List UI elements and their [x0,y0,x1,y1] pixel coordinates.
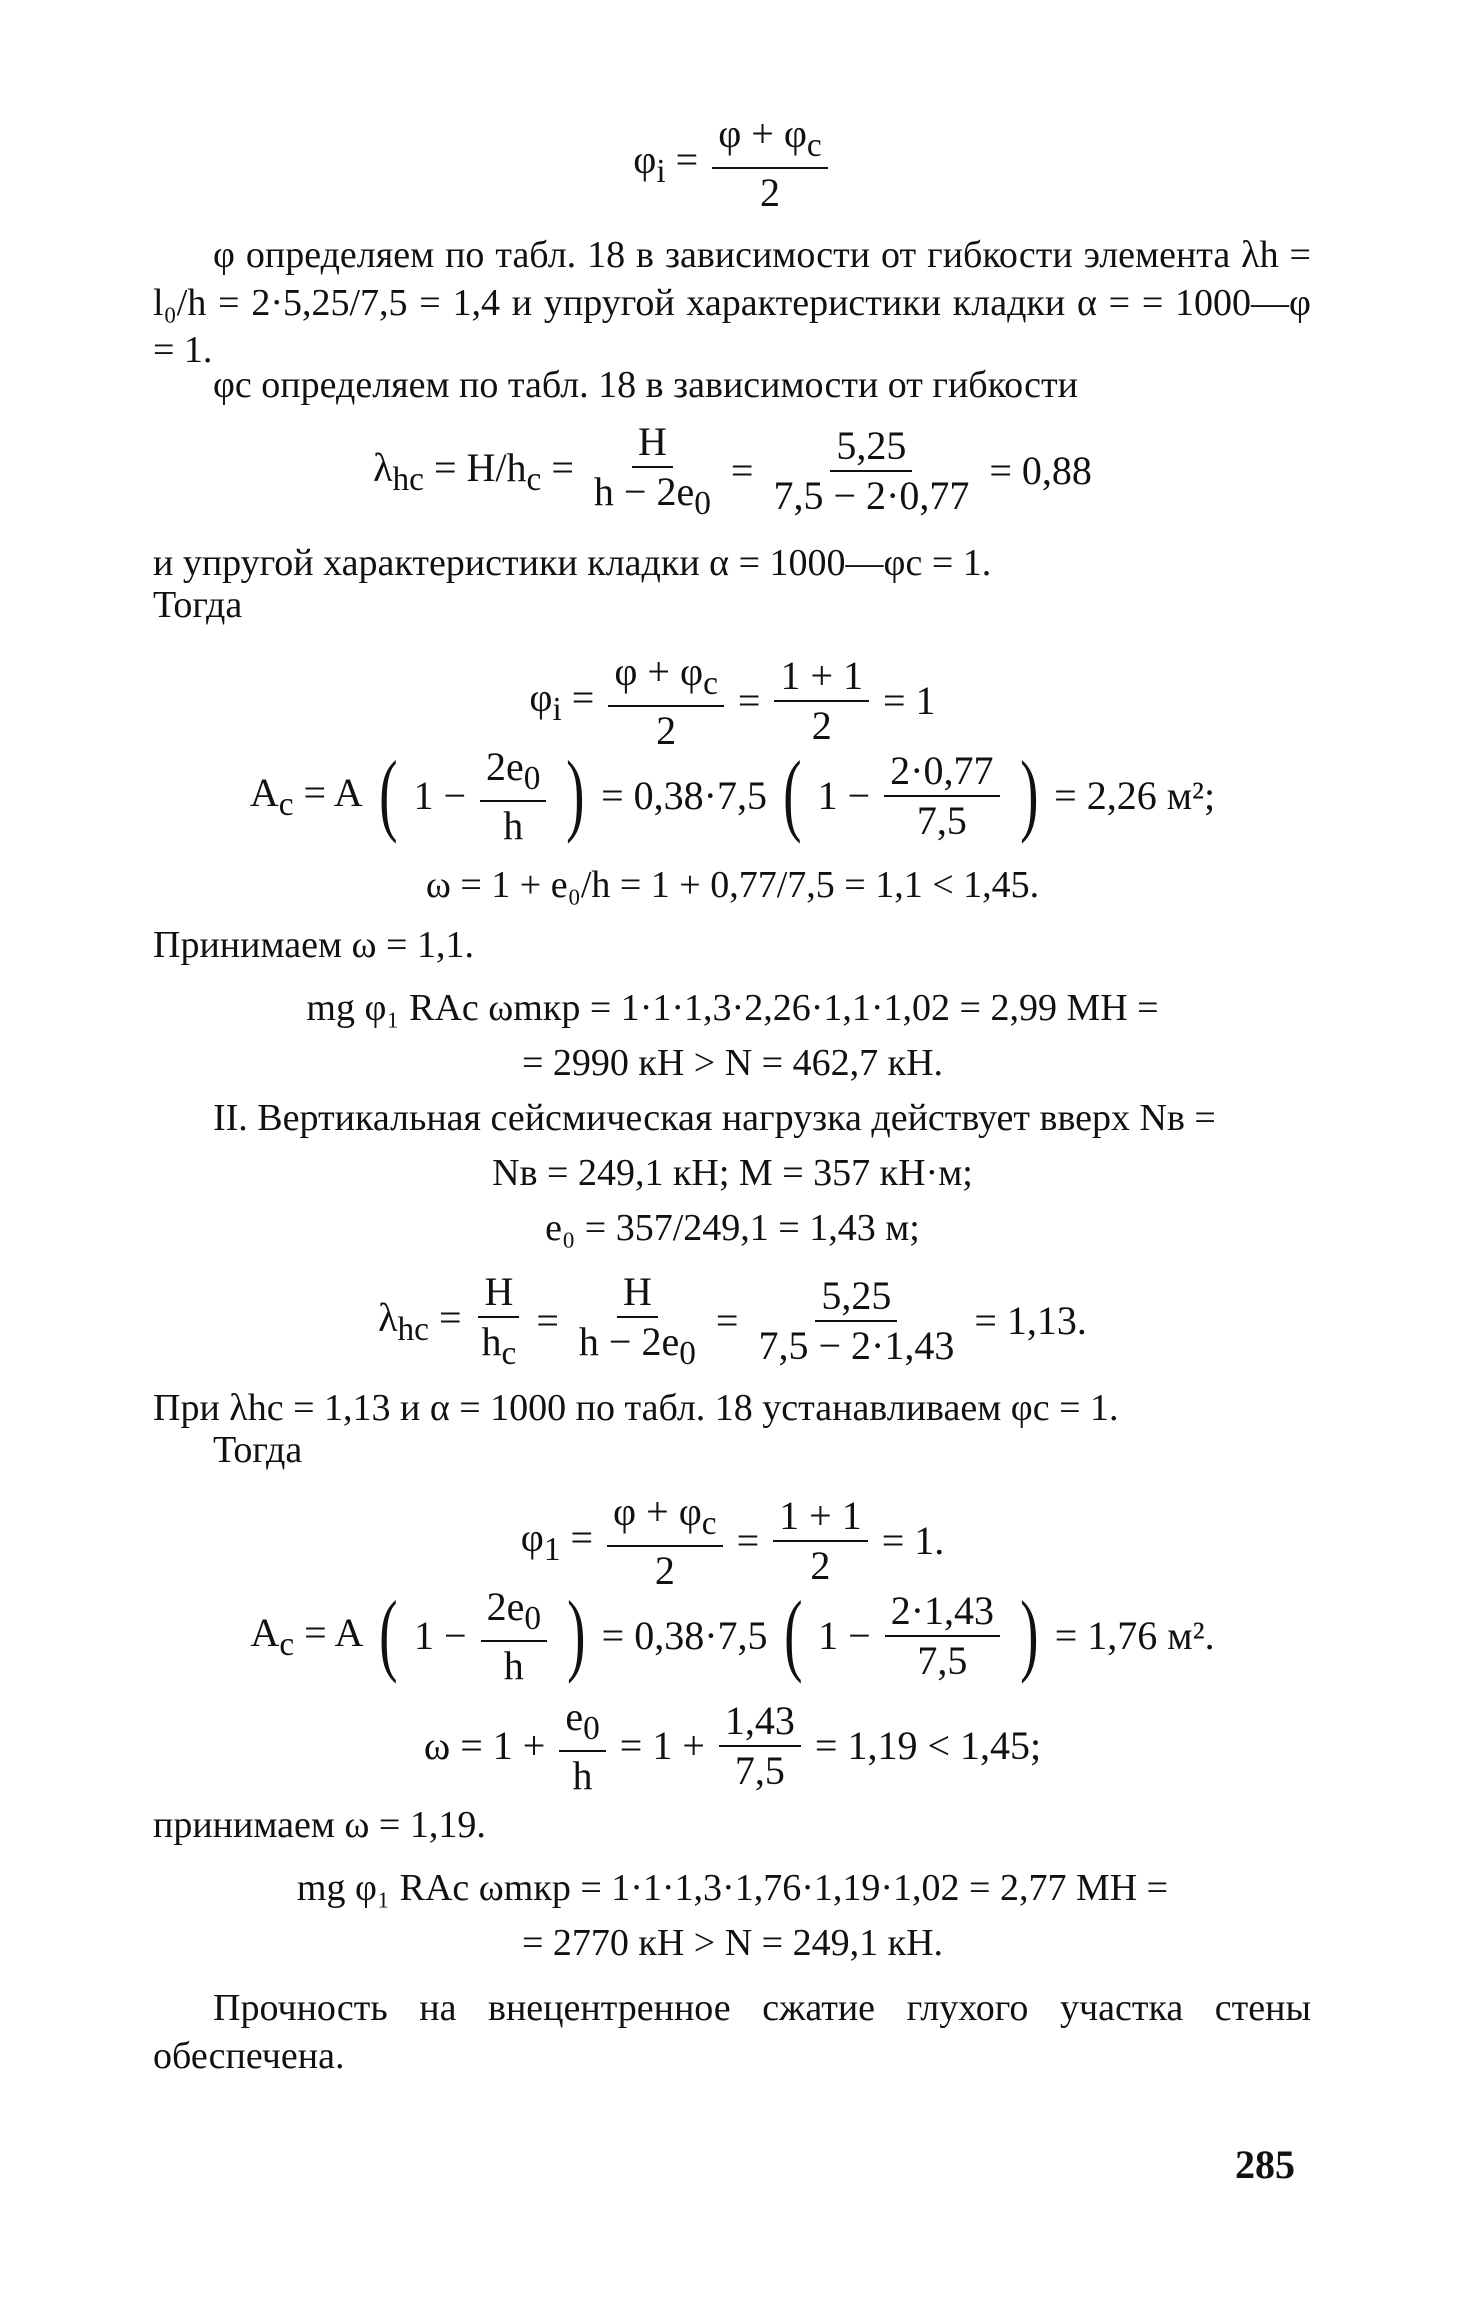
formula-phi-i-value-1: $\varphi_i$ = $\frac{\varphi + \varphi_c}{2}$ = $\frac{1 + 1}{2}$ = 1 [529,649,936,753]
formula-strength-check-1b: = 2990 кН > N = 462,7 кН. [521,1042,944,1084]
paragraph-phic-definition: φc определяем по табл. 18 в зависимости от гибкости [213,364,1078,406]
formula-phi-i: $\varphi_i$ = $\frac{\varphi + \varphi_c}{2}$ [0,112,1465,215]
formula-phi-1-value-2: $\varphi_1$ = $\frac{\varphi + \varphi_c}{2}$ = $\frac{1 + 1}{2}$ = 1. [520,1489,945,1593]
word-then-2: Тогда [213,1429,303,1471]
formula-e0: e₀ = 357/249,1 = 1,43 м; [545,1207,920,1249]
formula-strength-check-2b: = 2770 кН > N = 249,1 кН. [521,1922,944,1964]
paragraph-elastic-characteristic: и упругой характеристики кладки α = 1000—φc = 1. [153,542,992,584]
paragraph-accept-omega-1: Принимаем ω = 1,1. [153,924,474,966]
paragraph-accept-omega-2: принимаем ω = 1,19. [153,1804,486,1846]
formula-ac-1: $A_c = A$ ( 1 − $\frac{2e_0}{h}$ ) = 0,38·7,5 ( 1 − $\frac{2\cdot 0,77}{7,5}$ ) = 2,26 м²; [249,742,1216,848]
word-then-1: Тогда [153,584,243,626]
paragraph-lambda-result: При λhc = 1,13 и α = 1000 по табл. 18 устанавливаем φc = 1. [153,1387,1119,1429]
paragraph-vertical-load: II. Вертикальная сейсмическая нагрузка действует вверх Nв = [213,1097,1216,1139]
formula-strength-check-1a: mg φ₁ RAc ωmкр = 1·1·1,3·2,26·1,1·1,02 = 2,99 МН = [306,987,1159,1029]
formula-lambda-hc-2: $\lambda_{hc}$ = $\frac{H}{h_c}$ = $\frac{H}{h - 2e_0}$ = $\frac{5,25}{7,5 - 2\cdot 1,43}$ = 1,13. [378,1269,1087,1372]
formula-lambda-hc-1: $\lambda_{hc} = H/h_c$ = $\frac{H}{h - 2e_0}$ = $\frac{5,25}{7,5 - 2\cdot 0,77}$ = 0,88 [373,419,1092,522]
formula-omega-1: ω = 1 + e₀/h = 1 + 0,77/7,5 = 1,1 < 1,45. [425,864,1040,906]
formula-ac-2: $A_c = A$ ( 1 − $\frac{2e_0}{h}$ ) = 0,38·7,5 ( 1 − $\frac{2\cdot 1,43}{7,5}$ ) = 1,76 м². [250,1582,1215,1688]
formula-strength-check-2a: mg φ₁ RAc ωmкр = 1·1·1,3·1,76·1,19·1,02 = 2,77 МН = [296,1867,1169,1909]
formula-omega-2: ω = 1 + $\frac{e_0}{h}$ = 1 + $\frac{1,43}{7,5}$ = 1,19 < 1,45; [423,1694,1042,1798]
formula-nv-m: Nв = 249,1 кН; M = 357 кН·м; [492,1152,973,1194]
paragraph-phi-definition: φ определяем по табл. 18 в зависимости от гибкости элемента λh = l₀/h = 2·5,25/7,5 = 1,4 и упругой характеристики кладки α = = 1000—φ = 1. [153,234,1311,371]
page-number: 285 [1235,2142,1295,2187]
paragraph-conclusion: Прочность на внецентренное сжатие глухого участка стены обеспечена. [153,1987,1311,2077]
